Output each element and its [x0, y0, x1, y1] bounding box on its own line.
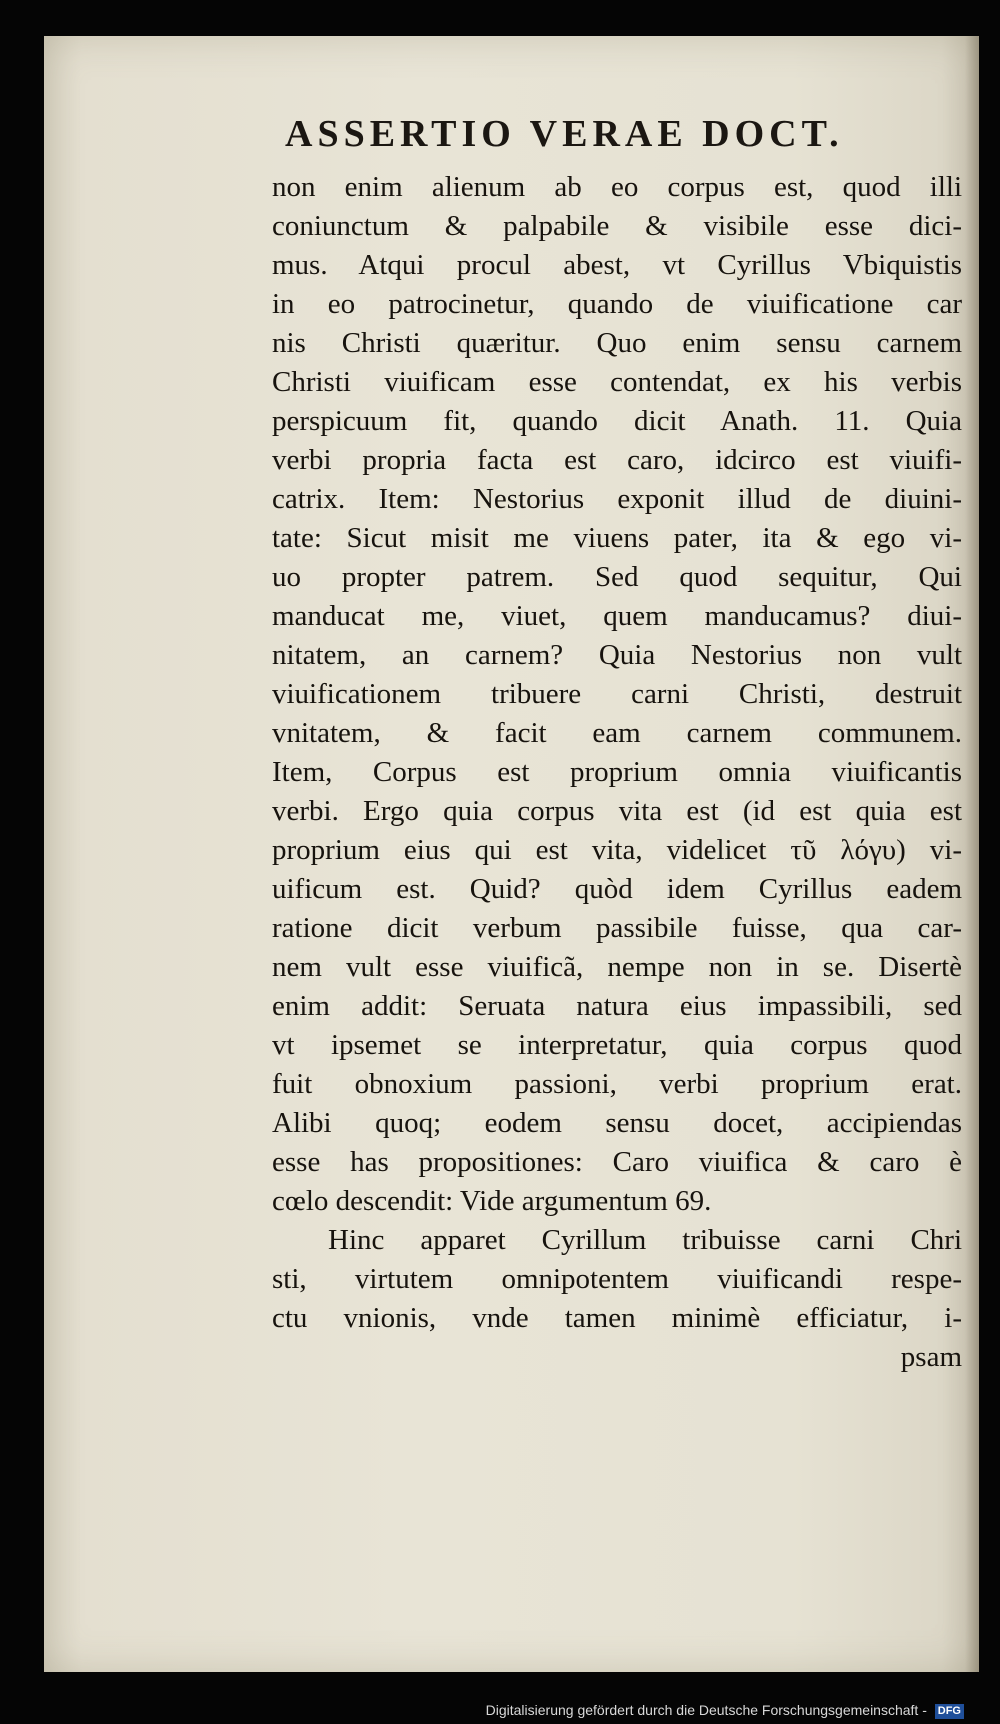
- text-line: catrix. Item: Nestorius exponit illud de diuini-: [272, 483, 962, 515]
- text-line: ctu vnionis, vnde tamen minimè efficiatur, i-: [272, 1302, 962, 1334]
- text-line: mus. Atqui procul abest, vt Cyrillus Vbiquistis: [272, 249, 962, 281]
- page-edge-shadow: [965, 36, 979, 1672]
- text-line: in eo patrocinetur, quando de viuificatione car: [272, 288, 962, 320]
- text-line: viuificationem tribuere carni Christi, destruit: [272, 678, 962, 710]
- text-line: verbi. Ergo quia corpus vita est (id est quia est: [272, 795, 962, 827]
- text-line: tate: Sicut misit me viuens pater, ita & ego vi-: [272, 522, 962, 554]
- body-text: [272, 168, 962, 1377]
- digitization-credit: [486, 1702, 964, 1719]
- text-line: vt ipsemet se interpretatur, quia corpus quod: [272, 1029, 962, 1061]
- text-line: cœlo descendit: Vide argumentum 69.: [272, 1185, 712, 1217]
- text-line: sti, virtutem omnipotentem viuificandi respe-: [272, 1263, 962, 1295]
- text-line: nitatem, an carnem? Quia Nestorius non vult: [272, 639, 962, 671]
- text-line: Item, Corpus est proprium omnia viuificantis: [272, 756, 962, 788]
- footer-bar: [0, 1698, 1000, 1724]
- text-line: verbi propria facta est caro, idcirco est viuifi-: [272, 444, 962, 476]
- text-line: nis Christi quæritur. Quo enim sensu carnem: [272, 327, 962, 359]
- text-line: coniunctum & palpabile & visibile esse dici-: [272, 210, 962, 242]
- dfg-logo: DFG: [935, 1704, 964, 1719]
- text-line: esse has propositiones: Caro viuifica & caro è: [272, 1146, 962, 1178]
- text-line: nem vult esse viuificã, nempe non in se. Disertè: [272, 951, 962, 983]
- credit-text: Digitalisierung gefördert durch die Deutsche Forschungsgemeinschaft -: [485, 1702, 927, 1718]
- text-line: fuit obnoxium passioni, verbi proprium erat.: [272, 1068, 962, 1100]
- text-line: manducat me, viuet, quem manducamus? diui-: [272, 600, 962, 632]
- text-line: Christi viuificam esse contendat, ex his verbis: [272, 366, 962, 398]
- text-line: non enim alienum ab eo corpus est, quod illi: [272, 171, 962, 203]
- text-line: Alibi quoq; eodem sensu docet, accipiendas: [272, 1107, 962, 1139]
- catchword: psam: [900, 1341, 962, 1373]
- text-line: perspicuum fit, quando dicit Anath. 11. Quia: [272, 405, 962, 437]
- text-line: vnitatem, & facit eam carnem communem.: [272, 717, 962, 749]
- text-line: ratione dicit verbum passibile fuisse, qua car-: [272, 912, 962, 944]
- running-head: ASSERTIO VERAE DOCT.: [285, 113, 844, 155]
- text-line: uificum est. Quid? quòd idem Cyrillus eadem: [272, 873, 962, 905]
- text-line: enim addit: Seruata natura eius impassibili, sed: [272, 990, 962, 1022]
- text-line: uo propter patrem. Sed quod sequitur, Qui: [272, 561, 962, 593]
- text-line: proprium eius qui est vita, videlicet τῦ λόγυ) vi-: [272, 834, 962, 866]
- text-line-paragraph-start: Hinc apparet Cyrillum tribuisse carni Chri: [328, 1224, 962, 1256]
